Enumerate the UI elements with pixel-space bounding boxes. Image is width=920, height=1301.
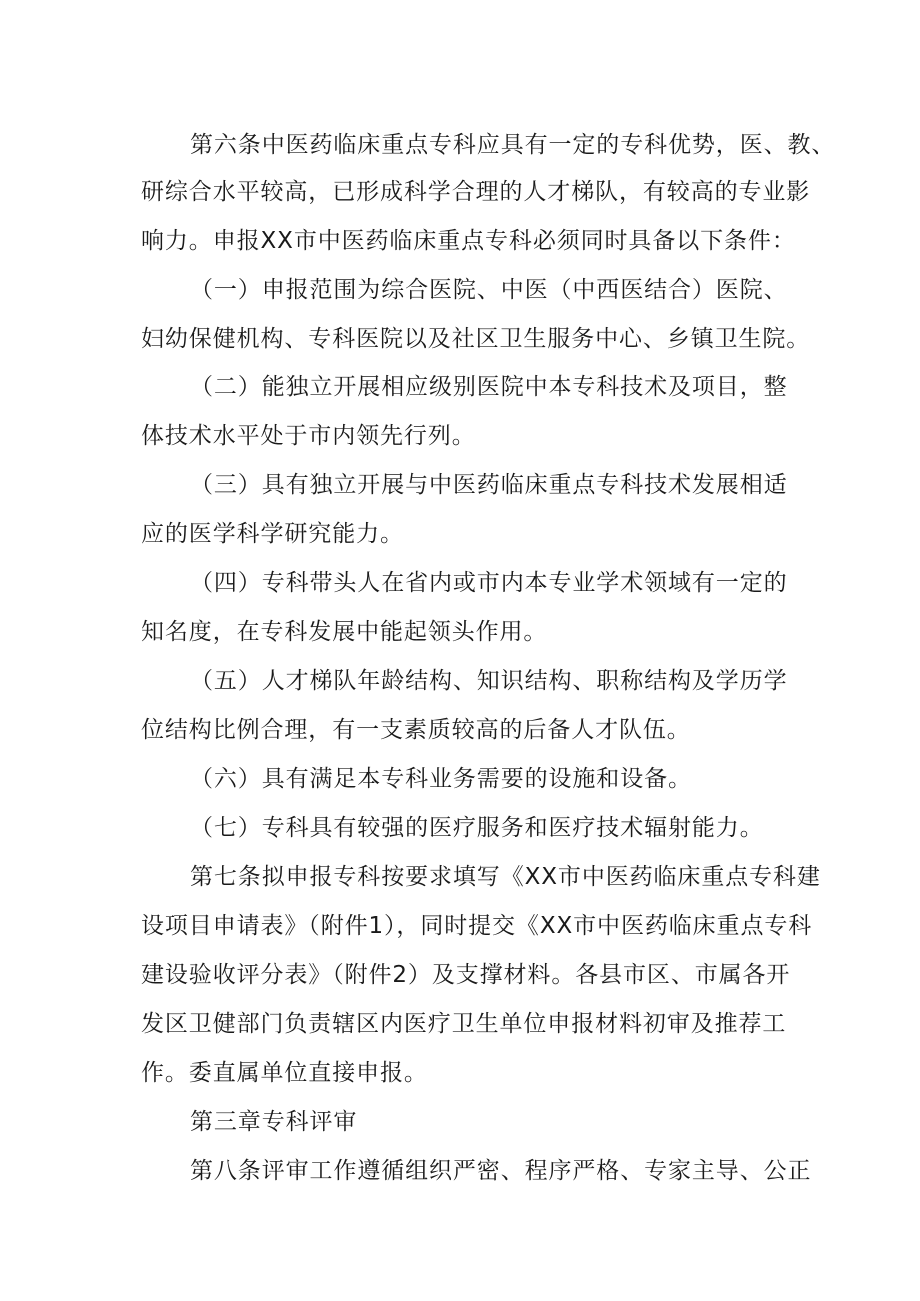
condition-2-line-2: 体技术水平处于市内领先行列。 [141,423,476,449]
condition-6-line-1: （六）具有满足本专科业务需要的设施和设备。 [190,766,692,792]
article7-line-2: 设项目申请表》（附件1），同时提交《XX市中医药临床重点专科 [141,913,813,939]
article7-line-1: 第七条拟申报专科按要求填写《XX市中医药临床重点专科建 [190,864,821,890]
condition-4-line-2: 知名度，在专科发展中能起领头作用。 [141,619,548,645]
condition-2-line-1: （二）能独立开展相应级别医院中本专科技术及项目，整 [190,374,788,400]
condition-3-line-2: 应的医学科学研究能力。 [141,521,404,547]
article6-line-2: 研综合水平较高，已形成科学合理的人才梯队，有较高的专业影 [141,179,811,205]
condition-1-line-1: （一）申报范围为综合医院、中医（中西医结合）医院、 [190,277,788,303]
article6-line-1: 第六条中医药临床重点专科应具有一定的专科优势，医、教、 [190,132,836,158]
condition-5-line-1: （五）人才梯队年龄结构、知识结构、职称结构及学历学 [190,668,788,694]
article8-line-1: 第八条评审工作遵循组织严密、程序严格、专家主导、公正 [190,1158,812,1184]
article7-line-5: 作。委直属单位直接申报。 [141,1060,428,1086]
chapter3-title: 第三章专科评审 [190,1109,358,1135]
article7-line-4: 发区卫健部门负责辖区内医疗卫生单位申报材料初审及推荐工 [141,1011,787,1037]
condition-3-line-1: （三）具有独立开展与中医药临床重点专科技术发展相适 [190,472,788,498]
condition-1-line-2: 妇幼保健机构、专科医院以及社区卫生服务中心、乡镇卫生院。 [141,326,811,352]
article7-line-3: 建设验收评分表》（附件2）及支撑材料。各县市区、市属各开 [141,962,791,988]
article6-line-3: 响力。申报XX市中医药临床重点专科必须同时具备以下条件： [141,228,796,254]
condition-7-line-1: （七）专科具有较强的医疗服务和医疗技术辐射能力。 [190,815,764,841]
condition-5-line-2: 位结构比例合理，有一支素质较高的后备人才队伍。 [141,717,691,743]
condition-4-line-1: （四）专科带头人在省内或市内本专业学术领域有一定的 [190,570,788,596]
